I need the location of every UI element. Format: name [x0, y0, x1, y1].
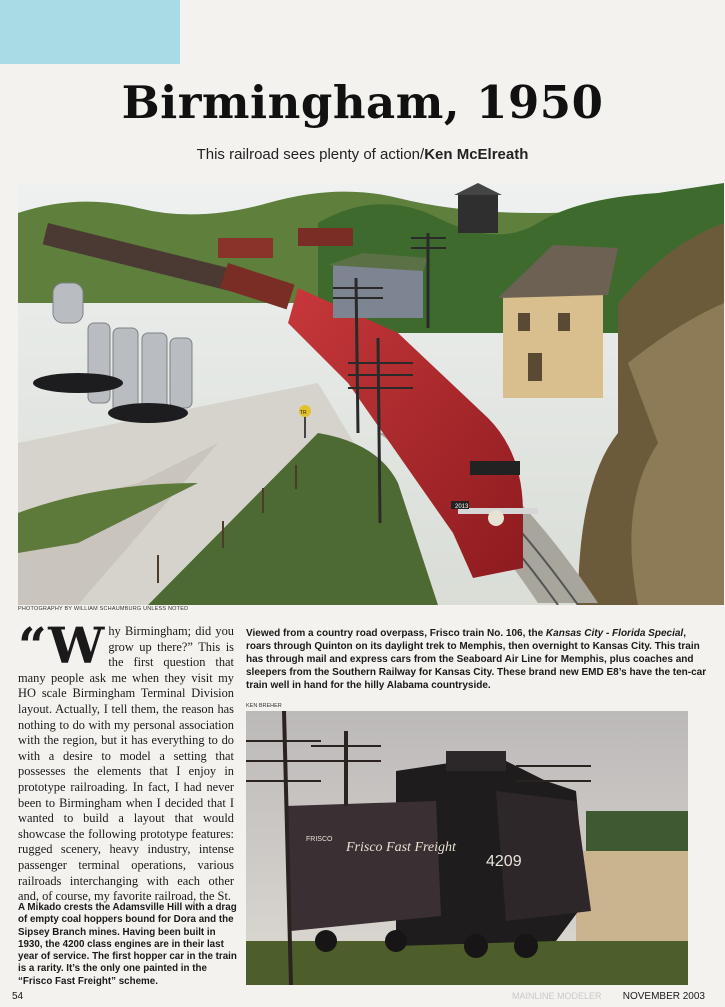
caption-rest: , roars through Quinton on its daylight trek to Memphis, then overnight to Kansas City. This train has through mail and express cars from the Seaboard Air Line for Memphis, plus coaches and sleepers from the Southern Railway for Kansas City. These brand new EMD E8’s have the ten-car train well in hand for the hilly Alabama countryside.	[246, 628, 707, 691]
engine-number: 4209	[486, 853, 522, 870]
magazine-name: MAINLINE MODELER	[512, 991, 602, 1001]
road-sign-text: TR	[300, 410, 307, 416]
issue-date: NOVEMBER 2003	[622, 991, 705, 1002]
small-photo-caption: A Mikado crests the Adamsville Hill with a drag of empty coal hoppers bound for Dora and the Sipsey Branch mines. Having been built in 1930, the 4200 class engines are in their last year of service. The first hopper car in the train is a rarity. It’s the only one painted in the “Frisco Fast Freight” scheme.	[18, 902, 237, 987]
main-photo	[18, 183, 724, 605]
corner-color-tab	[0, 0, 180, 64]
body-text: hy Birmingham; did you grow up there?” This is the first question that many people ask me when they visit my HO scale Birmingham Terminal Division layout. Actually, I tell them, the reason has nothing to do with my personal association with the region, but it has everything to do with a desire to model a setting that possesses the elements that I enjoy in prototype railroading. In fact, I had never been to Birmingham when I decided that I wanted to build a layout that would showcase the following prototype features: rugged scenery, heavy industry, intense passenger terminal operations, various railroads interchanging with each other and, of course, my favorite railroad, the St.	[18, 624, 234, 904]
article-subtitle	[0, 146, 725, 163]
caption-lead: Viewed from a country road overpass, Frisco train No. 106, the	[246, 628, 546, 639]
drop-cap: “W	[18, 616, 105, 675]
subtitle-lead: This railroad sees plenty of action/	[196, 146, 425, 163]
hopper-road-name: FRISCO	[306, 836, 333, 843]
locomotive-number: 2013	[455, 504, 469, 510]
hopper-lettering: Frisco Fast Freight	[346, 840, 456, 855]
article-title: Birmingham, 1950	[121, 76, 604, 129]
small-photo-credit: KEN BREHER	[246, 703, 282, 709]
caption-train-name: Kansas City - Florida Special	[545, 628, 684, 639]
article-body	[18, 616, 234, 905]
main-photo-credit: PHOTOGRAPHY BY WILLIAM SCHAUMBURG UNLESS NOTED	[18, 606, 189, 612]
page-number: 54	[12, 991, 24, 1002]
main-photo-caption	[246, 627, 708, 692]
small-photo	[246, 711, 688, 985]
author-name: Ken McElreath	[424, 146, 529, 163]
